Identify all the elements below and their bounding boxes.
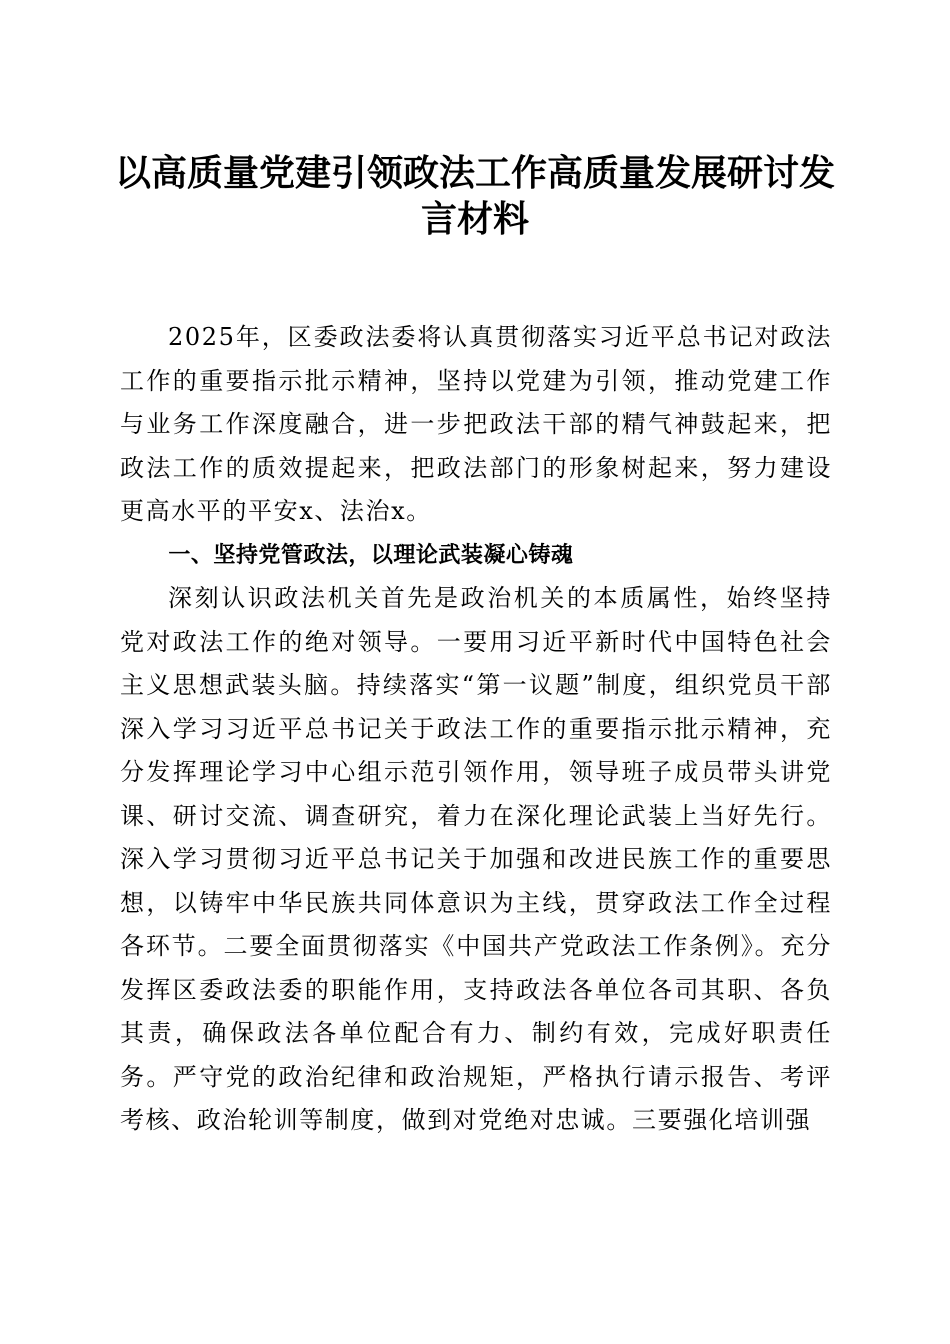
section-1-heading: 一、坚持党管政法，以理论武装凝心铸魂 bbox=[168, 542, 574, 568]
document-title: 以高质量党建引领政法工作高质量发展研讨发言材料 bbox=[114, 152, 835, 240]
section-1-paragraph: 深刻认识政法机关首先是政治机关的本质属性，始终坚持党对政法工作的绝对领导。一要用习近平新时代中国特色社会主义思想武装头脑。持续落实“第一议题”制度，组织党员干部深入学习习近平总书记关于政法工作的重要指示批示精神，充分发挥理论学习中心组示范引领作用，领导班子成员带头讲党课、研讨交流、调查研究，着力在深化理论武装上当好先行。深入学习贯彻习近平总书记关于加强和改进民族工作的重要思想，以铸牢中华民族共同体意识为主线，贯穿政法工作全过程各环节。二要全面贯彻落实《中国共产党政法工作条例》。充分发挥区委政法委的职能作用，支持政法各单位各司其职、各负其责，确保政法各单位配合有力、制约有效，完成好职责任务。严守党的政治纪律和政治规矩，严格执行请示报告、考评考核、政治轮训等制度，做到对党绝对忠诚。三要强化培训强 bbox=[120, 584, 832, 1134]
intro-paragraph: 2025年，区委政法委将认真贯彻落实习近平总书记对政法工作的重要指示批示精神，坚持以党建为引领，推动党建工作与业务工作深度融合，进一步把政法干部的精气神鼓起来，把政法工作的质效提起来，把政法部门的形象树起来，努力建设更高水平的平安x、法治x。 bbox=[120, 323, 832, 525]
document-body bbox=[120, 316, 832, 1143]
